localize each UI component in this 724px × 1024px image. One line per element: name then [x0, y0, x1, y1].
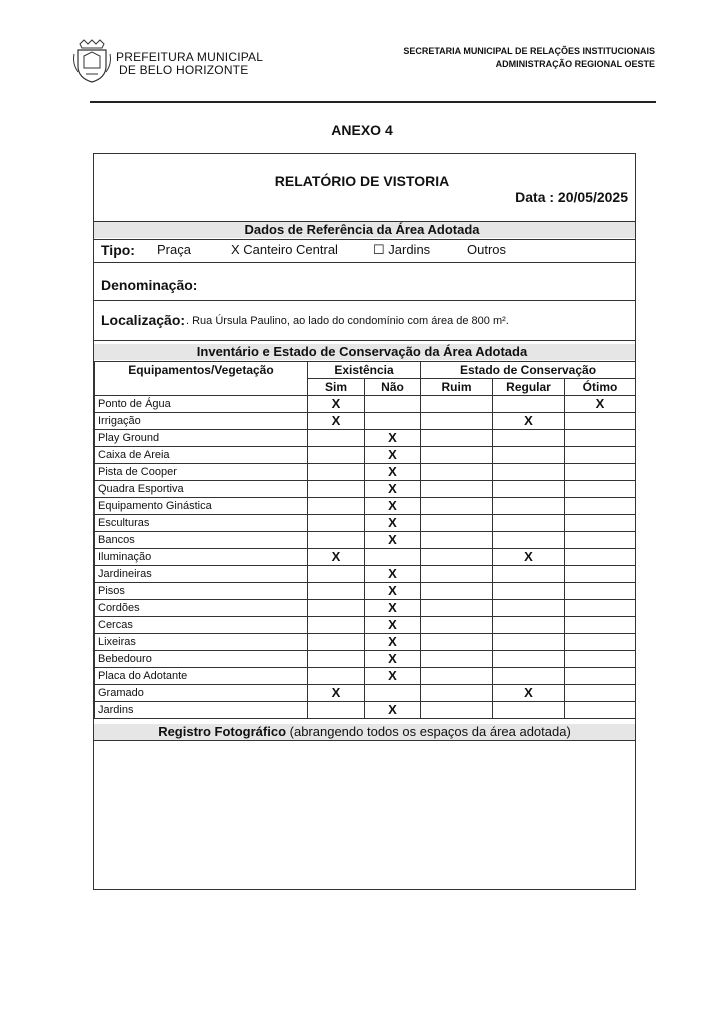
divider	[93, 300, 636, 301]
mark-sim	[308, 430, 365, 447]
item-name: Play Ground	[95, 430, 308, 447]
mark-otimo	[565, 617, 636, 634]
tipo-option-praca: Praça	[157, 242, 191, 257]
col-header-sim: Sim	[308, 379, 365, 396]
item-name: Lixeiras	[95, 634, 308, 651]
mark-nao: X	[365, 430, 421, 447]
mark-otimo	[565, 702, 636, 719]
mark-otimo	[565, 498, 636, 515]
table-row	[95, 430, 636, 447]
table-row	[95, 702, 636, 719]
table-row	[95, 498, 636, 515]
item-name: Jardineiras	[95, 566, 308, 583]
mark-sim	[308, 634, 365, 651]
mark-sim	[308, 617, 365, 634]
mark-nao: X	[365, 583, 421, 600]
mark-sim	[308, 447, 365, 464]
item-name: Bebedouro	[95, 651, 308, 668]
table-row	[95, 668, 636, 685]
item-name: Placa do Adotante	[95, 668, 308, 685]
mark-regular: X	[493, 685, 565, 702]
col-header-equipamentos: Equipamentos/Vegetação	[95, 362, 308, 396]
mark-nao: X	[365, 634, 421, 651]
report-date: Data : 20/05/2025	[515, 189, 628, 205]
tipo-option-canteiro: X Canteiro Central	[231, 242, 338, 257]
mark-otimo	[565, 566, 636, 583]
mark-nao: X	[365, 651, 421, 668]
mark-regular	[493, 481, 565, 498]
mark-nao: X	[365, 668, 421, 685]
mark-ruim	[421, 532, 493, 549]
tipo-option-jardins: ☐ Jardins	[373, 242, 431, 257]
mark-ruim	[421, 396, 493, 413]
mark-nao	[365, 396, 421, 413]
mark-regular	[493, 566, 565, 583]
mark-ruim	[421, 634, 493, 651]
divider	[93, 740, 636, 741]
mark-ruim	[421, 549, 493, 566]
mark-nao: X	[365, 498, 421, 515]
divider	[93, 239, 636, 240]
table-row	[95, 566, 636, 583]
item-name: Pisos	[95, 583, 308, 600]
mark-ruim	[421, 583, 493, 600]
mark-nao: X	[365, 464, 421, 481]
mark-regular	[493, 600, 565, 617]
mark-sim	[308, 702, 365, 719]
department-line2: ADMINISTRAÇÃO REGIONAL OESTE	[495, 59, 655, 69]
mark-otimo	[565, 634, 636, 651]
mark-ruim	[421, 685, 493, 702]
divider	[93, 340, 636, 341]
mark-regular	[493, 430, 565, 447]
mark-regular	[493, 498, 565, 515]
mark-sim	[308, 481, 365, 498]
org-name-line1: PREFEITURA MUNICIPAL	[116, 50, 264, 64]
mark-ruim	[421, 413, 493, 430]
mark-regular	[493, 583, 565, 600]
item-name: Bancos	[95, 532, 308, 549]
col-header-existencia: Existência	[308, 362, 421, 379]
mark-regular	[493, 396, 565, 413]
mark-regular: X	[493, 413, 565, 430]
item-name: Cordões	[95, 600, 308, 617]
divider	[93, 262, 636, 263]
table-row	[95, 532, 636, 549]
col-header-estado: Estado de Conservação	[421, 362, 636, 379]
city-coat-of-arms-icon	[72, 38, 112, 84]
mark-ruim	[421, 566, 493, 583]
mark-otimo	[565, 668, 636, 685]
mark-ruim	[421, 651, 493, 668]
mark-sim	[308, 566, 365, 583]
tipo-option-outros: Outros	[467, 242, 507, 257]
mark-sim	[308, 515, 365, 532]
table-row	[95, 617, 636, 634]
mark-otimo	[565, 413, 636, 430]
mark-otimo	[565, 464, 636, 481]
mark-sim	[308, 532, 365, 549]
mark-ruim	[421, 447, 493, 464]
item-name: Quadra Esportiva	[95, 481, 308, 498]
photo-section-title	[94, 724, 635, 740]
mark-otimo	[565, 430, 636, 447]
mark-nao	[365, 413, 421, 430]
mark-sim	[308, 464, 365, 481]
mark-nao: X	[365, 617, 421, 634]
mark-sim	[308, 498, 365, 515]
mark-sim	[308, 600, 365, 617]
item-name: Ponto de Água	[95, 396, 308, 413]
mark-otimo	[565, 685, 636, 702]
mark-sim: X	[308, 549, 365, 566]
mark-otimo	[565, 447, 636, 464]
table-row	[95, 600, 636, 617]
item-name: Iluminação	[95, 549, 308, 566]
item-name: Esculturas	[95, 515, 308, 532]
mark-nao	[365, 549, 421, 566]
mark-nao: X	[365, 600, 421, 617]
col-header-ruim: Ruim	[421, 379, 493, 396]
mark-otimo	[565, 583, 636, 600]
mark-sim: X	[308, 396, 365, 413]
item-name: Gramado	[95, 685, 308, 702]
mark-sim	[308, 668, 365, 685]
item-name: Jardins	[95, 702, 308, 719]
mark-otimo	[565, 532, 636, 549]
mark-ruim	[421, 668, 493, 685]
table-row	[95, 413, 636, 430]
table-row	[95, 549, 636, 566]
mark-nao: X	[365, 702, 421, 719]
mark-otimo: X	[565, 396, 636, 413]
table-row	[95, 685, 636, 702]
mark-ruim	[421, 430, 493, 447]
localizacao-value: . Rua Úrsula Paulino, ao lado do condomínio com área de 800 m².	[186, 315, 509, 327]
item-name: Pista de Cooper	[95, 464, 308, 481]
item-name: Cercas	[95, 617, 308, 634]
mark-nao	[365, 685, 421, 702]
report-title: RELATÓRIO DE VISTORIA	[274, 173, 450, 189]
mark-regular	[493, 668, 565, 685]
col-header-regular: Regular	[493, 379, 565, 396]
mark-sim	[308, 651, 365, 668]
item-name: Irrigação	[95, 413, 308, 430]
mark-otimo	[565, 600, 636, 617]
mark-ruim	[421, 464, 493, 481]
mark-nao: X	[365, 515, 421, 532]
table-header-row	[95, 362, 636, 379]
mark-regular	[493, 515, 565, 532]
org-name-line2: DE BELO HORIZONTE	[119, 63, 249, 77]
item-name: Equipamento Ginástica	[95, 498, 308, 515]
col-header-otimo: Ótimo	[565, 379, 636, 396]
item-name: Caixa de Areia	[95, 447, 308, 464]
table-row	[95, 634, 636, 651]
table-row	[95, 651, 636, 668]
denominacao-label: Denominação:	[101, 277, 198, 293]
mark-nao: X	[365, 481, 421, 498]
mark-otimo	[565, 515, 636, 532]
mark-ruim	[421, 498, 493, 515]
mark-regular	[493, 532, 565, 549]
mark-sim	[308, 583, 365, 600]
mark-otimo	[565, 651, 636, 668]
mark-sim: X	[308, 685, 365, 702]
mark-nao: X	[365, 566, 421, 583]
mark-regular	[493, 702, 565, 719]
reference-section-title: Dados de Referência da Área Adotada	[244, 222, 480, 237]
department-name	[403, 45, 655, 71]
annex-title: ANEXO 4	[331, 122, 393, 138]
inventory-section-title: Inventário e Estado de Conservação da Área Adotada	[196, 344, 528, 359]
col-header-nao: Não	[365, 379, 421, 396]
mark-nao: X	[365, 532, 421, 549]
mark-otimo	[565, 549, 636, 566]
table-row	[95, 464, 636, 481]
mark-regular	[493, 617, 565, 634]
mark-sim: X	[308, 413, 365, 430]
mark-regular	[493, 634, 565, 651]
table-row	[95, 396, 636, 413]
mark-ruim	[421, 515, 493, 532]
mark-nao: X	[365, 447, 421, 464]
mark-regular: X	[493, 549, 565, 566]
table-row	[95, 481, 636, 498]
photo-title-rest: (abrangendo todos os espaços da área adotada)	[286, 724, 571, 739]
mark-otimo	[565, 481, 636, 498]
header-divider	[90, 101, 656, 103]
mark-regular	[493, 447, 565, 464]
table-row	[95, 515, 636, 532]
table-row	[95, 447, 636, 464]
inventory-table	[94, 361, 636, 719]
tipo-label: Tipo:	[101, 242, 135, 258]
org-name	[116, 51, 263, 77]
photo-title-bold: Registro Fotográfico	[158, 724, 287, 739]
mark-ruim	[421, 481, 493, 498]
mark-ruim	[421, 702, 493, 719]
mark-regular	[493, 651, 565, 668]
mark-ruim	[421, 617, 493, 634]
mark-ruim	[421, 600, 493, 617]
table-row	[95, 583, 636, 600]
mark-regular	[493, 464, 565, 481]
department-line1: SECRETARIA MUNICIPAL DE RELAÇÕES INSTITUCIONAIS	[403, 46, 655, 56]
localizacao-label: Localização:	[101, 312, 186, 328]
